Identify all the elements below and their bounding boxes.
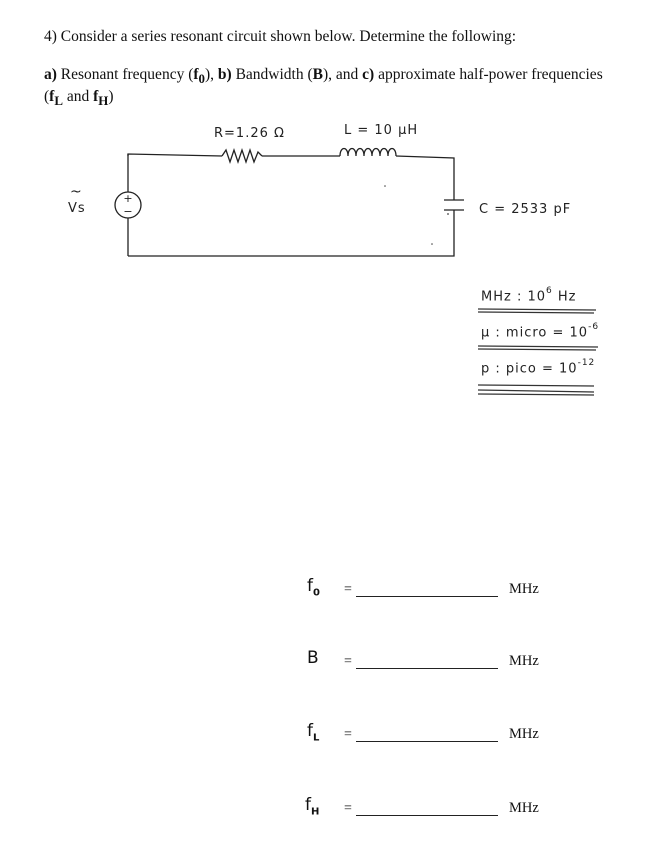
note-micro-base: 10	[569, 325, 589, 341]
fl-subscript: L	[54, 93, 63, 109]
note-mhz-exp: 6	[546, 286, 553, 296]
f0-symbol: f	[193, 66, 199, 83]
and-text: and	[62, 88, 94, 106]
capacitor-label: C = 2533 pF	[479, 202, 572, 217]
part-a-text: Resonant frequency (	[56, 66, 194, 83]
answer-fh-sub: H	[311, 806, 320, 818]
question-title: 4) Consider a series resonant circuit shown below. Determine the following:	[44, 28, 517, 45]
answer-f0-sub: 0	[313, 587, 320, 599]
b-symbol: B	[312, 66, 323, 83]
fh-symbol: f	[93, 88, 99, 106]
fh-subscript: H	[98, 93, 109, 109]
note-pico-label: p : pico =	[481, 361, 554, 377]
answer-f0-equals: =	[344, 582, 352, 597]
answer-fl-symbol: f	[307, 721, 313, 741]
part-c-text: approximate half-power frequencies	[374, 66, 603, 83]
answer-b-var	[307, 648, 319, 670]
note-mhz	[481, 288, 577, 304]
note-mhz-label: MHz :	[481, 289, 523, 305]
fl-symbol: f	[49, 88, 55, 106]
answer-fh-unit: MHz	[509, 800, 539, 816]
answer-fl-unit: MHz	[509, 726, 539, 742]
note-mhz-base: 10	[527, 289, 547, 305]
part-a-label: a)	[44, 66, 57, 83]
part-a-end: ),	[204, 66, 215, 83]
answer-f0-unit: MHz	[509, 581, 539, 597]
answer-f0-var	[307, 576, 320, 598]
answer-row-fl	[0, 721, 663, 751]
note-micro-label: μ : micro =	[481, 325, 565, 341]
answer-fh-equals: =	[344, 801, 352, 816]
note-mhz-underline	[476, 307, 606, 315]
circuit-diagram	[0, 0, 663, 300]
part-c-label: c)	[362, 66, 375, 83]
source-plus: +	[123, 192, 133, 205]
answer-f0-blank[interactable]	[356, 596, 498, 597]
part-b-end: ), and	[322, 66, 363, 83]
wire-top-right	[396, 156, 454, 200]
wire-top-left	[128, 154, 222, 156]
note-micro	[481, 324, 599, 340]
source-tilde: ~	[70, 184, 82, 200]
note-micro-exp: -6	[588, 322, 600, 332]
part-b-label: b)	[217, 66, 232, 83]
note-mhz-unit: Hz	[557, 289, 577, 305]
note-pico-exp: -12	[577, 358, 596, 368]
inductor-label: L = 10 μH	[344, 123, 419, 138]
wire-bottom	[128, 210, 454, 256]
answer-fl-sub: L	[313, 732, 320, 744]
answer-row-f0	[0, 576, 663, 606]
inductor-symbol	[340, 149, 396, 157]
resistor-label: R=1.26 Ω	[214, 126, 285, 141]
note-micro-underline	[476, 344, 606, 352]
answer-fl-var	[307, 721, 319, 743]
note-pico	[481, 360, 595, 376]
answer-fh-blank[interactable]	[356, 815, 498, 816]
answer-b-equals: =	[344, 654, 352, 669]
source-label: Vs	[68, 201, 86, 216]
answer-b-blank[interactable]	[356, 668, 498, 669]
answer-fl-equals: =	[344, 727, 352, 742]
answer-b-symbol: B	[307, 648, 319, 668]
note-pico-base: 10	[559, 361, 578, 377]
note-pico-underline	[476, 383, 606, 397]
question-parts: a) Resonant frequency $(f_0)$, b) Bandwidth (B), and c) approximate half-power frequencies ($f_L$ and $f_H$)	[44, 66, 603, 109]
answer-b-unit: MHz	[509, 653, 539, 669]
resistor-symbol	[222, 150, 262, 162]
answer-fh-var	[305, 795, 319, 817]
source-minus: −	[123, 205, 133, 218]
f0-subscript: 0	[198, 71, 205, 87]
answer-row-fh	[0, 795, 663, 825]
answer-f0-symbol: f	[307, 576, 313, 596]
answer-fh-symbol: f	[305, 795, 311, 815]
part-b-text: Bandwidth (	[231, 66, 313, 83]
answer-fl-blank[interactable]	[356, 741, 498, 742]
answer-row-b	[0, 648, 663, 678]
